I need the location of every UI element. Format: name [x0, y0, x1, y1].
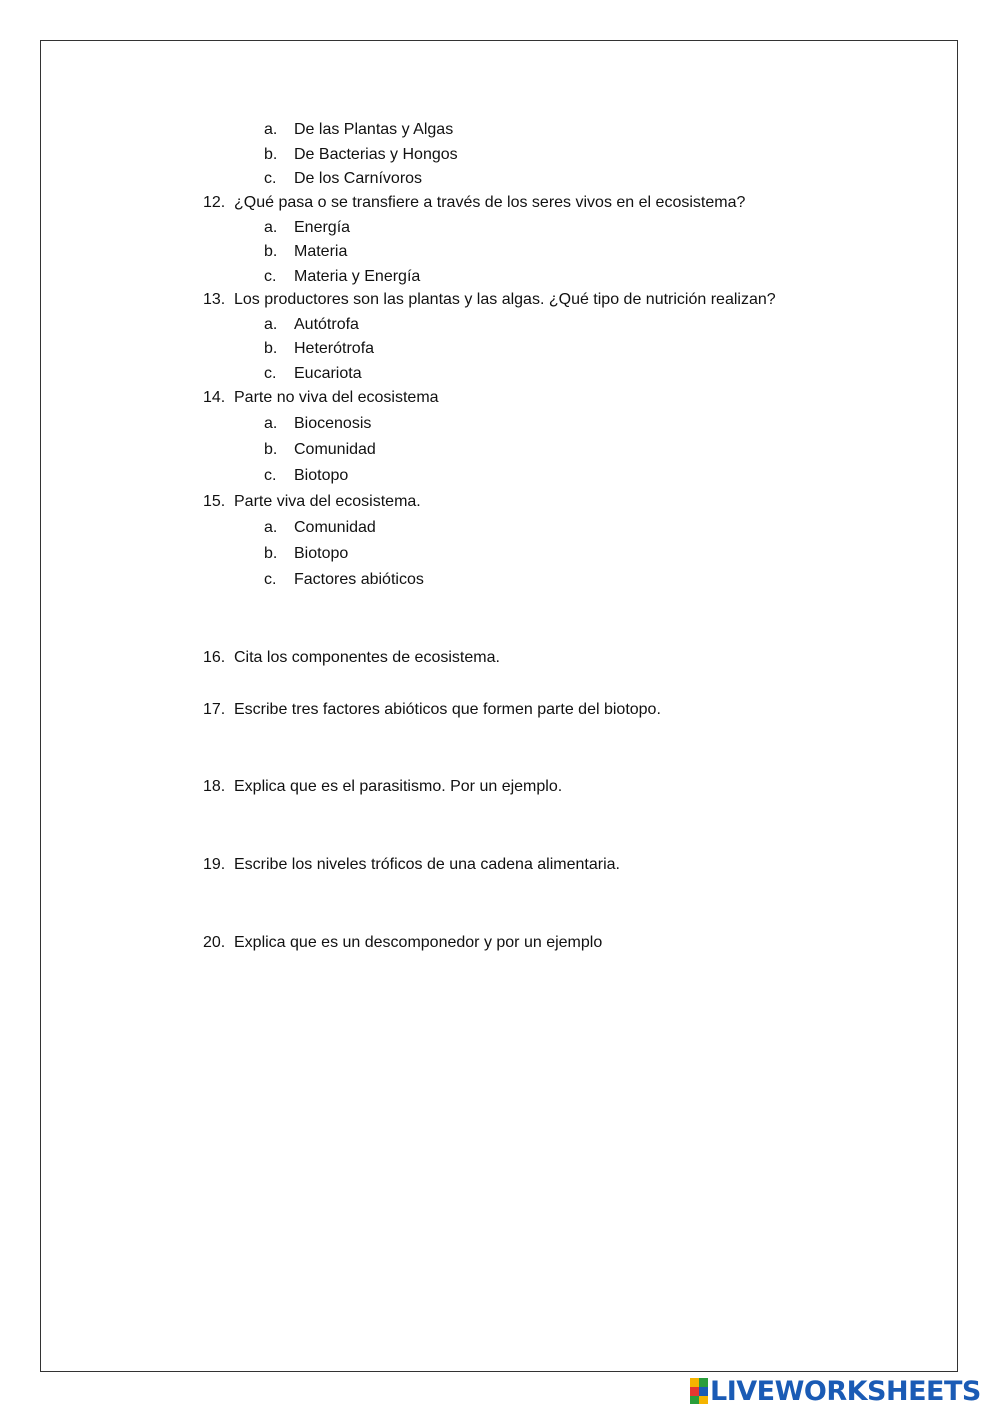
question-number: 17.: [203, 701, 226, 718]
option-letter: b.: [264, 243, 278, 260]
option-text: Energía: [294, 219, 351, 236]
option-letter: c.: [264, 170, 277, 187]
question-number: 16.: [203, 649, 226, 666]
question-text: Cita los componentes de ecosistema.: [234, 649, 500, 666]
option-text: Autótrofa: [294, 316, 359, 333]
option-text: De los Carnívoros: [294, 170, 423, 187]
option-text: De Bacterias y Hongos: [294, 146, 458, 163]
option-text: Eucariota: [294, 365, 362, 382]
option-text: Comunidad: [294, 519, 376, 536]
option-letter: b.: [264, 340, 278, 357]
option-text: Biocenosis: [294, 415, 372, 432]
liveworksheets-icon: [690, 1378, 708, 1404]
question-number: 18.: [203, 778, 226, 795]
option-letter: b.: [264, 441, 278, 458]
option-text: Factores abióticos: [294, 571, 424, 588]
question-number: 19.: [203, 856, 226, 873]
question-number: 15.: [203, 493, 226, 510]
question-number: 20.: [203, 934, 226, 951]
question-text: Explica que es el parasitismo. Por un ejemplo.: [234, 778, 563, 795]
question-number: 12.: [203, 194, 226, 211]
option-text: Heterótrofa: [294, 340, 375, 357]
option-text: Materia y Energía: [294, 268, 421, 285]
question-text: Parte no viva del ecosistema: [234, 389, 439, 406]
option-text: Materia: [294, 243, 348, 260]
option-letter: a.: [264, 415, 278, 432]
option-letter: a.: [264, 121, 278, 138]
question-text: Escribe tres factores abióticos que formen parte del biotopo.: [234, 701, 661, 718]
question-text: Explica que es un descomponedor y por un ejemplo: [234, 934, 603, 951]
question-text: ¿Qué pasa o se transfiere a través de los seres vivos en el ecosistema?: [234, 194, 746, 211]
question-number: 14.: [203, 389, 226, 406]
option-text: De las Plantas y Algas: [294, 121, 454, 138]
question-text: Parte viva del ecosistema.: [234, 493, 421, 510]
liveworksheets-logo: [690, 1376, 981, 1406]
option-letter: b.: [264, 146, 278, 163]
question-number: 13.: [203, 291, 226, 308]
question-text: Escribe los niveles tróficos de una cadena alimentaria.: [234, 856, 620, 873]
option-text: Biotopo: [294, 467, 349, 484]
option-text: Biotopo: [294, 545, 349, 562]
option-letter: c.: [264, 365, 277, 382]
option-letter: a.: [264, 316, 278, 333]
question-text: Los productores son las plantas y las algas. ¿Qué tipo de nutrición realizan?: [234, 291, 776, 308]
option-letter: b.: [264, 545, 278, 562]
option-letter: c.: [264, 268, 277, 285]
brand-text: LIVEWORKSHEETS: [710, 1375, 981, 1407]
option-text: Comunidad: [294, 441, 376, 458]
option-letter: c.: [264, 467, 277, 484]
option-letter: a.: [264, 519, 278, 536]
option-letter: c.: [264, 571, 277, 588]
option-letter: a.: [264, 219, 278, 236]
